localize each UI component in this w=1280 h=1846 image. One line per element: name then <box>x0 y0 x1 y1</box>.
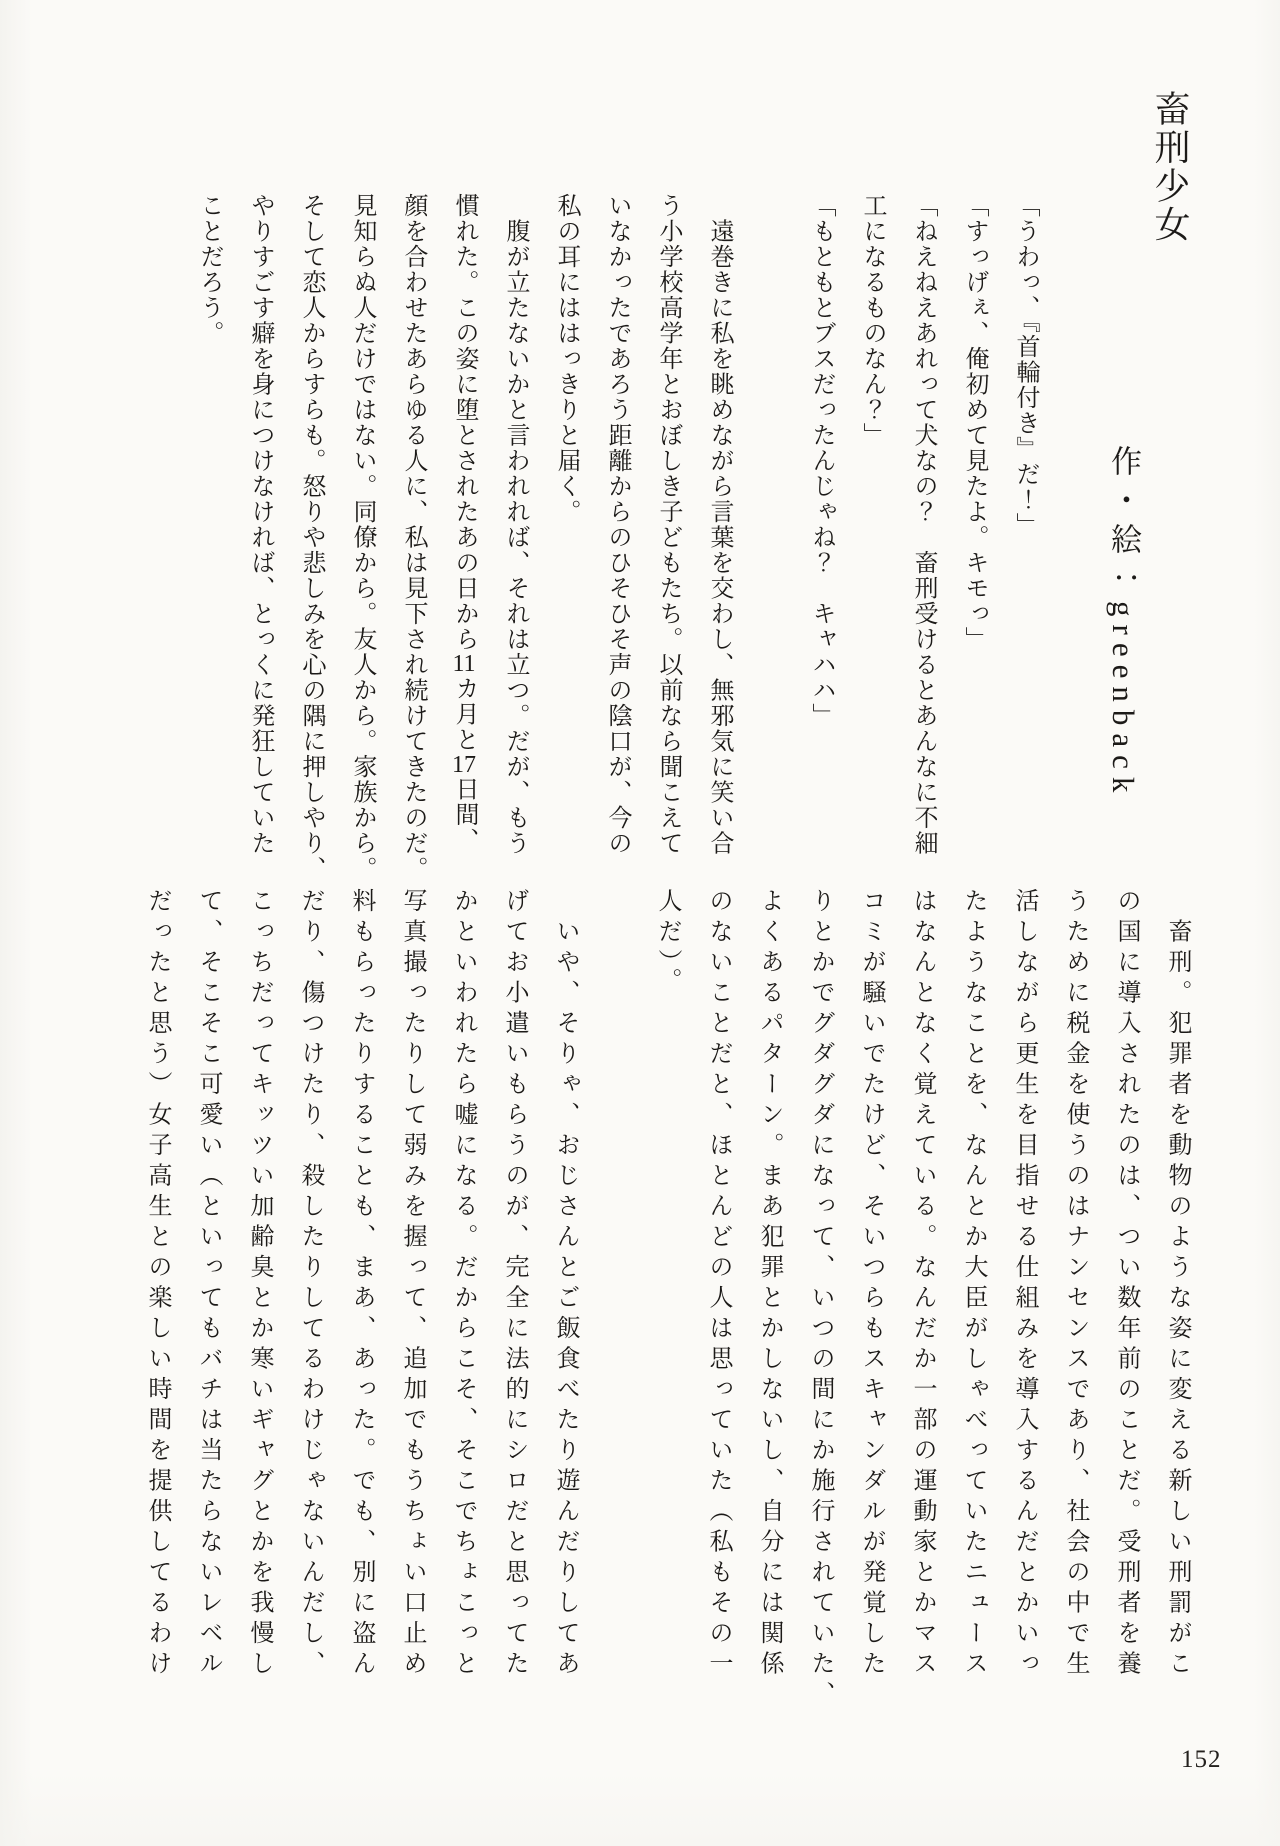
page-number: 152 <box>1181 1746 1222 1773</box>
author-credit: 作・絵：greenback <box>1106 445 1141 801</box>
page-title: 畜刑少女 <box>1150 90 1190 244</box>
upper-text-block: 「うわっ、『首輪付き』だ！」 「すっげぇ、俺初めて見たよ。キモっ」 「ねえねえあれって犬なの？ 畜刑受けるとあんなに不細 工になるものなん？」 「もともとブスだったんじゃね？ キャハハ」 遠巻きに私を眺めながら言葉を交わし、無邪気に笑い合 う小学校高学年とおぼしき子どもたち。以前なら聞こえて いなかったであろう距離からのひそひそ声の陰口が、今の 私の耳にははっきりと届く。 腹が立たないかと言われれば、それは立つ。だが、もう 慣れた。この姿に堕とされたあの日から11カ月と17日間、 顔を合わせたあらゆる人に、私は見下され続けてきたのだ。 見知らぬ人だけではない。同僚から。友人から。家族から。 そして恋人からすらも。怒りや悲しみを心の隅に押しやり、 やりすごす癖を身につけなければ、とっくに発狂していた ことだろう。 <box>196 193 1038 882</box>
lower-text-block: 畜刑。犯罪者を動物のような姿に変える新しい刑罰がこ の国に導入されたのは、つい数年前のことだ。受刑者を養 うために税金を使うのはナンセンスであり、社会の中で生 活しながら更生を目指せる仕組みを導入するんだとかいっ たようなことを、なんとか大臣がしゃべっていたニュース はなんとなく覚えている。なんだか一部の運動家とかマス コミが騒いでたけど、そいつらもスキャンダルが発覚した りとかでグダグダになって、いつの間にか施行されていた、 よくあるパターン。まあ犯罪とかしないし、自分には関係 のないことだと、ほとんどの人は思っていた（私もその一 人だ）。 いや、そりゃ、おじさんとご飯食べたり遊んだりしてあ げてお小遣いもらうのが、完全に法的にシロだと思ってた かといわれたら嘘になる。だからこそ、そこでちょこっと 写真撮ったりして弱みを握って、追加でもうちょい口止め 料もらったりすることも、まあ、あった。でも、別に盗ん だり、傷つけたり、殺したりしてるわけじゃないんだし、 こっちだってキッツい加齢臭とか寒いギャグとかを我慢し て、そこそこ可愛い（といってもバチは当たらないレベル だったと思う）女子高生との楽しい時間を提供してるわけ <box>144 888 1190 1712</box>
